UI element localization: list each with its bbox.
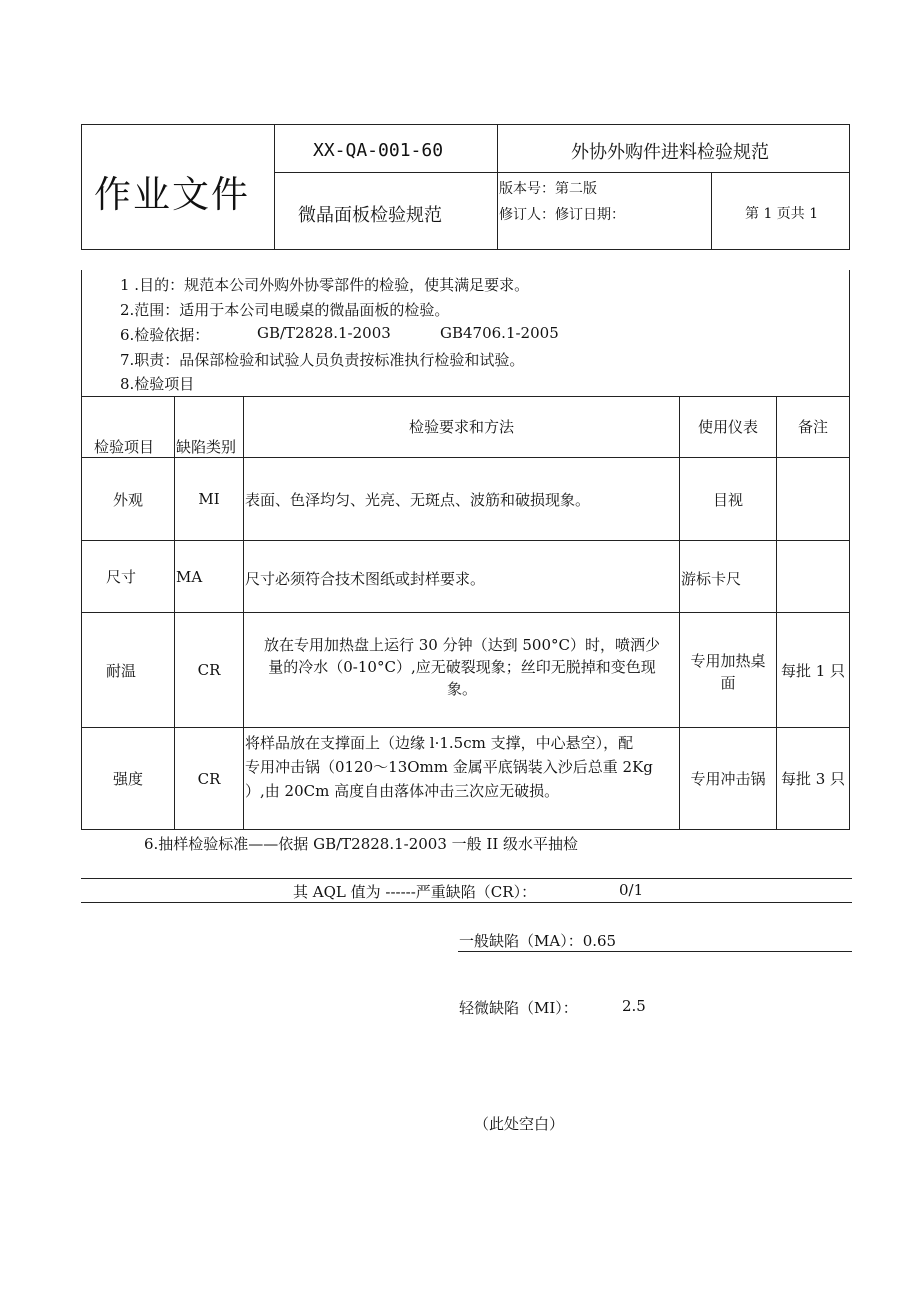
header-defect: 缺陷类别 [176,438,237,456]
page-info: 第 1 页共 1 [745,206,819,222]
aql-bottom-line [81,902,852,903]
row-remark: 每批 1 只 [780,661,846,680]
header-right-border [849,124,850,250]
row-item: 耐温 [105,661,136,680]
header-item: 检验项目 [94,438,155,456]
row-item: 尺寸 [105,568,136,586]
header-method: 检验要求和方法 [408,418,514,436]
header-instrument: 使用仪表 [697,418,758,436]
row-defect: MA [176,568,203,586]
aql-minor-label: 轻微缺陷（MI）： [459,999,578,1017]
row-method-line: 将样品放在支撑面上（边缘 l·1.5cm 支撑，中心悬空），配 [245,734,634,752]
aql-top-line [81,878,852,879]
row-instrument: 专用冲击锅 [690,770,766,788]
doc-type-label: 作业文件 [94,173,250,216]
version-label: 版本号：第二版 [499,181,597,197]
intro-basis-std1: GB/T2828.1-2003 [257,324,391,342]
intro-scope: 2.范围：适用于本公司电暖桌的微晶面板的检验。 [120,301,450,319]
aql-critical-value: 0/1 [619,881,644,899]
spec-title: 微晶面板检验规范 [298,205,442,226]
header-bottom-border [81,249,850,250]
row-method-line: 尺寸必须符合技术图纸或封样要求。 [245,570,486,588]
header-divider-2 [497,124,498,250]
reviser-label: 修订人：修订日期： [499,207,625,223]
table-line [81,829,850,830]
row-method-line: 专用冲击锅（0120～13Omm 金属平底锅装入沙后总重 2Kg [245,758,653,776]
aql-major: 一般缺陷（MA）：0.65 [459,932,617,950]
intro-basis-label: 6.检验依据： [120,326,210,344]
sampling-standard: 6.抽样检验标准——依据 GB/T2828.1-2003 一般 II 级水平抽检 [144,835,579,853]
row-method-line: ）,由 20Cm 高度自由落体冲击三次应无破损。 [245,782,560,800]
row-instrument: 目视 [712,490,743,509]
table-line [81,540,850,541]
row-defect: MI [198,490,220,508]
row-defect: CR [197,769,221,788]
category-title: 外协外购件进料检验规范 [571,142,769,163]
header-top-border [81,124,850,125]
row-method-line: 表面、色泽均匀、光亮、无斑点、波筋和破损现象。 [245,491,591,509]
row-remark [777,458,849,540]
intro-items-heading: 8.检验项目 [120,375,195,393]
header-divider-3 [711,172,712,250]
row-method-line: 象。 [446,680,477,698]
row-method-line: 量的冷水（0-10°C）,应无破裂现象；丝印无脱掉和变色现 [268,658,656,676]
header-left-border [81,124,82,250]
aql-critical-label: 其 AQL 值为 ------严重缺陷（CR）： [293,883,537,901]
intro-duty: 7.职责：品保部检验和试验人员负责按标准执行检验和试验。 [120,351,525,369]
row-method [245,634,679,700]
row-item: 外观 [112,490,143,509]
row-instrument: 游标卡尺 [681,570,742,588]
blank-note: （此处空白） [474,1115,565,1133]
row-remark [777,541,849,612]
doc-code: XX-QA-001-60 [313,140,444,161]
table-col-line [243,396,244,830]
row-method [245,731,679,803]
intro-purpose: 1 .目的：规范本公司外购外协零部件的检验，使其满足要求。 [120,276,530,294]
body-right-border [849,270,850,830]
header-divider-1 [274,124,275,250]
row-instrument: 专用加热桌面 [690,652,766,692]
row-remark: 每批 3 只 [780,770,846,788]
intro-basis-std2: GB4706.1-2005 [440,324,559,342]
row-method-line: 放在专用加热盘上运行 30 分钟（达到 500°C）时，喷洒少 [263,636,660,654]
header-remark: 备注 [797,418,828,436]
row-defect: CR [197,661,221,679]
aql-minor-value: 2.5 [622,997,646,1015]
aql-major-underline [458,951,852,952]
header-mid-line [274,172,850,173]
row-item: 强度 [112,770,143,788]
